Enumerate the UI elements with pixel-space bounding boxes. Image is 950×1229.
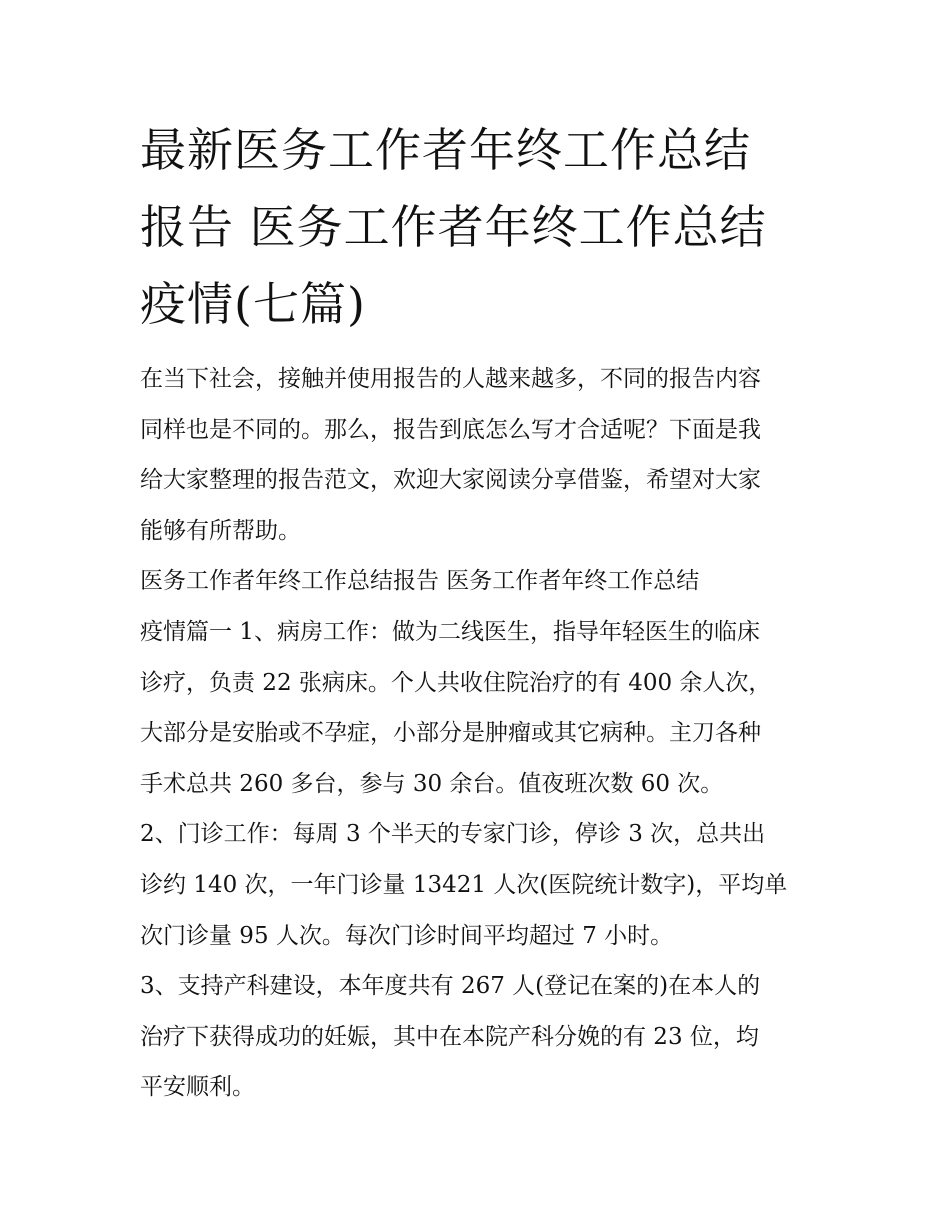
document-body — [140, 354, 830, 1113]
intro-line-4: 能够有所帮助。 — [140, 517, 301, 544]
section-line-9: 治疗下获得成功的妊娠，其中在本院产科分娩的有 23 位，均 — [140, 1023, 759, 1050]
title-line-1: 最新医务工作者年终工作总结 — [140, 123, 751, 177]
title-line-3: 疫情(七篇) — [140, 277, 366, 331]
intro-line-3: 给大家整理的报告范文，欢迎大家阅读分享借鉴，希望对大家 — [140, 467, 761, 494]
intro-line-2: 同样也是不同的。那么，报告到底怎么写才合适呢？下面是我 — [140, 416, 761, 443]
section-line-10: 平安顺利。 — [140, 1074, 255, 1101]
section-line-3: 大部分是安胎或不孕症，小部分是肿瘤或其它病种。主刀各种 — [140, 720, 761, 747]
section-line-6: 诊约 140 次，一年门诊量 13421 人次(医院统计数字)，平均单 — [140, 871, 788, 898]
title-line-2: 报告 医务工作者年终工作总结 — [140, 200, 767, 254]
section-line-7: 次门诊量 95 人次。每次门诊时间平均超过 7 小时。 — [140, 922, 674, 949]
section-line-8: 3、支持产科建设，本年度共有 267 人(登记在案的)在本人的 — [140, 973, 761, 1000]
intro-line-1: 在当下社会，接触并使用报告的人越来越多，不同的报告内容 — [140, 366, 761, 392]
section-heading-line-1: 医务工作者年终工作总结报告 医务工作者年终工作总结 — [140, 568, 700, 595]
document-title — [140, 112, 820, 343]
section-line-5: 2、门诊工作：每周 3 个半天的专家门诊，停诊 3 次，总共出 — [140, 821, 766, 848]
section-line-2: 诊疗，负责 22 张病床。个人共收住院治疗的有 400 余人次， — [140, 669, 772, 696]
section-line-4: 手术总共 260 多台，参与 30 余台。值夜班次数 60 次。 — [140, 770, 724, 797]
section-line-1: 疫情篇一 1、病房工作：做为二线医生，指导年轻医生的临床 — [140, 618, 760, 645]
